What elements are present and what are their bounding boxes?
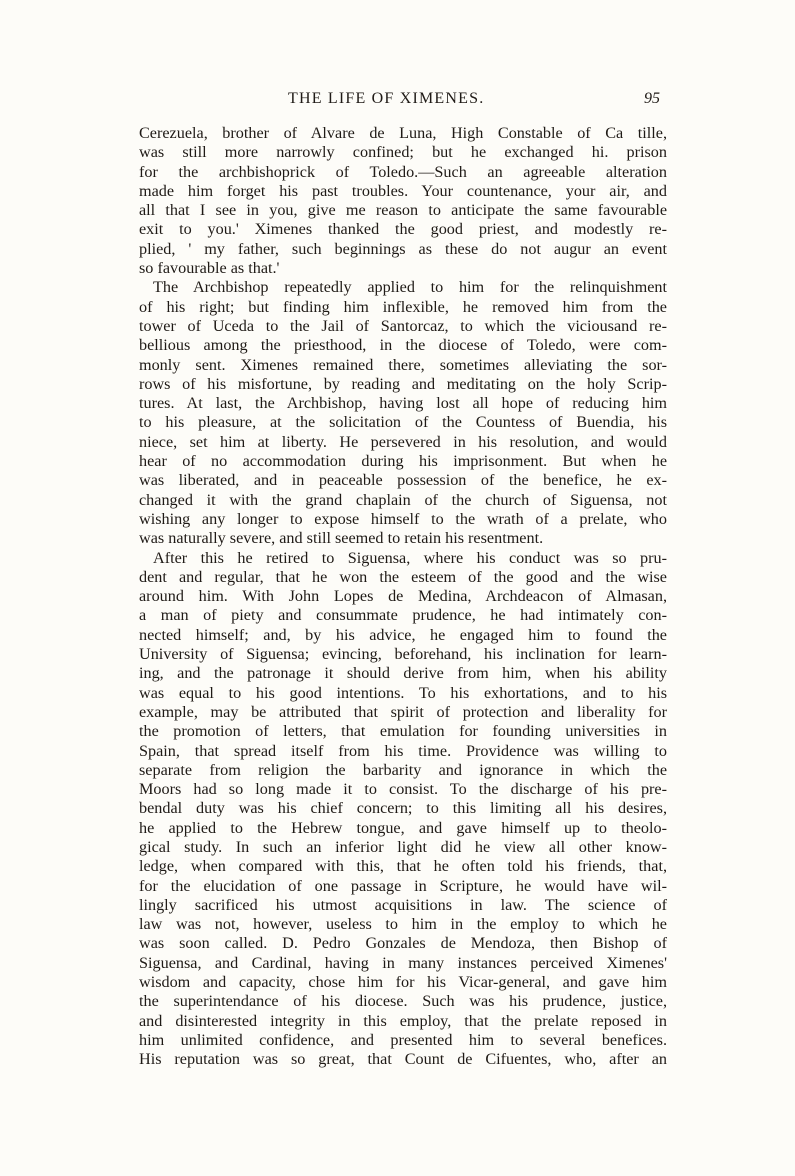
text-line-23: After this he retired to Siguensa, where his conduct was so pru- <box>153 548 667 567</box>
text-line-4: made him forget his past troubles. Your countenance, your air, and <box>139 181 667 200</box>
text-line-47: and disinterested integrity in this employ, that the prelate reposed in <box>139 1011 667 1030</box>
text-line-38: gical study. In such an inferior light did he view all other know- <box>139 837 667 856</box>
text-line-1: Cerezuela, brother of Alvare de Luna, High Constable of Ca tille, <box>139 124 667 142</box>
text-line-16: to his pleasure, at the solicitation of the Countess of Buendia, his <box>139 413 667 432</box>
text-line-14: rows of his misfortune, by reading and meditating on the holy Scrip- <box>139 374 667 393</box>
text-line-22: was naturally severe, and still seemed to retain his resentment. <box>139 529 544 548</box>
text-line-32: the promotion of letters, that emulation for founding universities in <box>139 722 667 741</box>
text-line-18: hear of no accommodation during his imprisonment. But when he <box>139 452 667 471</box>
body-text <box>139 124 667 1070</box>
text-line-25: around him. With John Lopes de Medina, Archdeacon of Almasan, <box>139 587 667 606</box>
text-line-31: example, may be attributed that spirit of protection and liberality for <box>139 702 667 721</box>
text-line-5: all that I see in you, give me reason to anticipate the same favourable <box>139 201 667 220</box>
text-line-12: bellious among the priesthood, in the diocese of Toledo, were com- <box>139 336 667 355</box>
text-line-29: ing, and the patronage it should derive from him, when his ability <box>139 664 667 683</box>
text-line-11: tower of Uceda to the Jail of Santorcaz, to which the viciousand re- <box>139 316 667 335</box>
text-line-48: him unlimited confidence, and presented him to several benefices. <box>139 1030 667 1049</box>
text-line-36: bendal duty was his chief concern; to this limiting all his desires, <box>139 799 667 818</box>
text-line-26: a man of piety and consummate prudence, he had intimately con- <box>139 606 667 625</box>
text-line-21: wishing any longer to expose himself to the wrath of a prelate, who <box>139 509 667 528</box>
text-line-3: for the archbishoprick of Toledo.—Such an agreeable alteration <box>139 162 667 181</box>
text-line-15: tures. At last, the Archbishop, having lost all hope of reducing him <box>139 394 667 413</box>
text-line-27: nected himself; and, by his advice, he engaged him to found the <box>139 625 667 644</box>
text-line-49: His reputation was so great, that Count de Cifuentes, who, after an <box>139 1050 667 1069</box>
running-title: THE LIFE OF XIMENES. <box>288 90 485 107</box>
text-line-44: Siguensa, and Cardinal, having in many instances perceived Ximenes' <box>139 953 667 972</box>
text-line-28: University of Siguensa; evincing, beforehand, his inclination for learn- <box>139 645 667 664</box>
text-line-37: he applied to the Hebrew tongue, and gave himself up to theolo- <box>139 818 667 837</box>
running-head <box>140 90 660 116</box>
text-line-2: was still more narrowly confined; but he exchanged hi. prison <box>139 143 667 162</box>
text-line-20: changed it with the grand chaplain of the church of Siguensa, not <box>139 490 667 509</box>
text-line-42: law was not, however, useless to him in the employ to which he <box>139 915 667 934</box>
text-line-34: separate from religion the barbarity and ignorance in which the <box>139 760 667 779</box>
text-line-40: for the elucidation of one passage in Scripture, he would have wil- <box>139 876 667 895</box>
text-line-9: The Archbishop repeatedly applied to him for the relinquishment <box>153 278 667 297</box>
text-line-6: exit to you.' Ximenes thanked the good priest, and modestly re- <box>139 220 667 239</box>
text-line-19: was liberated, and in peaceable possession of the benefice, he ex- <box>139 471 667 490</box>
text-line-13: monly sent. Ximenes remained there, sometimes alleviating the sor- <box>139 355 667 374</box>
page-number: 95 <box>644 90 660 107</box>
text-line-39: ledge, when compared with this, that he often told his friends, that, <box>139 857 667 876</box>
text-line-46: the superintendance of his diocese. Such was his prudence, justice, <box>139 992 667 1011</box>
text-line-33: Spain, that spread itself from his time. Providence was willing to <box>139 741 667 760</box>
text-line-17: niece, set him at liberty. He persevered in his resolution, and would <box>139 432 667 451</box>
text-line-24: dent and regular, that he won the esteem of the good and the wise <box>139 567 667 586</box>
text-line-10: of his right; but finding him inflexible, he removed him from the <box>139 297 667 316</box>
text-line-30: was equal to his good intentions. To his exhortations, and to his <box>139 683 667 702</box>
text-line-7: plied, ' my father, such beginnings as these do not augur an event <box>139 239 667 258</box>
text-line-35: Moors had so long made it to consist. To the discharge of his pre- <box>139 780 667 799</box>
text-line-8: so favourable as that.' <box>139 259 280 278</box>
text-line-41: lingly sacrificed his utmost acquisitions in law. The science of <box>139 895 667 914</box>
text-line-43: was soon called. D. Pedro Gonzales de Mendoza, then Bishop of <box>139 934 667 953</box>
text-line-45: wisdom and capacity, chose him for his Vicar-general, and gave him <box>139 973 667 992</box>
